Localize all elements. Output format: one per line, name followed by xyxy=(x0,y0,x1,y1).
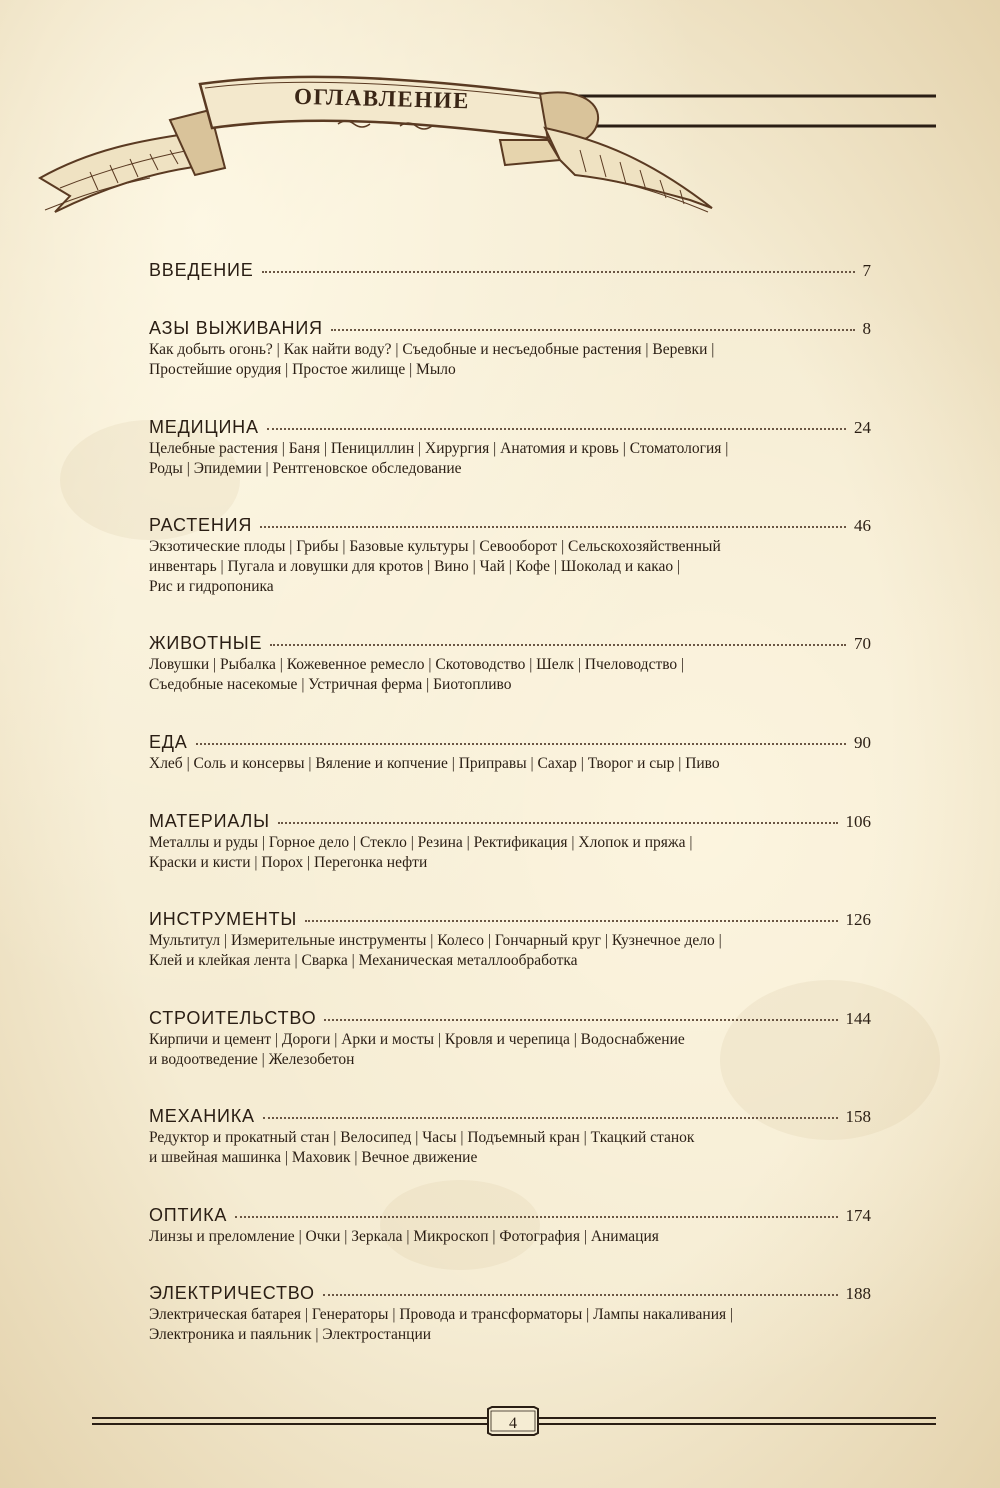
toc-entry[interactable] xyxy=(149,730,871,754)
toc-section-medicine[interactable] xyxy=(149,415,871,479)
section-title[interactable]: АЗЫ ВЫЖИВАНИЯ xyxy=(149,318,323,338)
section-title[interactable]: МЕДИЦИНА xyxy=(149,417,259,437)
dot-leader xyxy=(263,1103,838,1119)
subtopic-line: Линзы и преломление | Очки | Зеркала | Микроскоп | Фотография | Анимация xyxy=(149,1228,659,1245)
subtopics xyxy=(149,833,871,873)
ribbon-right-fold xyxy=(500,140,560,165)
toc-entry[interactable] xyxy=(149,907,871,931)
toc-section-survival[interactable] xyxy=(149,316,871,380)
toc-entry[interactable] xyxy=(149,809,871,833)
subtopic-line: Краски и кисти | Порох | Перегонка нефти xyxy=(149,854,428,871)
subtopic-line: Электроника и паяльник | Электростанции xyxy=(149,1326,432,1343)
toc-entry[interactable] xyxy=(149,415,871,439)
subtopic-line: Клей и клейкая лента | Сварка | Механическая металлообработка xyxy=(149,952,578,969)
ribbon-illustration xyxy=(0,0,1000,240)
toc-entry[interactable] xyxy=(149,258,871,282)
toc-entry[interactable] xyxy=(149,316,871,340)
page-ref: 8 xyxy=(862,319,871,338)
toc-section-animals[interactable] xyxy=(149,631,871,695)
dot-leader xyxy=(196,729,846,745)
toc-section-mechanics[interactable] xyxy=(149,1104,871,1168)
dot-leader xyxy=(235,1202,837,1218)
page-ref: 24 xyxy=(854,418,871,437)
section-title[interactable]: ЭЛЕКТРИЧЕСТВО xyxy=(149,1283,315,1303)
dot-leader xyxy=(331,315,855,331)
section-title[interactable]: ВВЕДЕНИЕ xyxy=(149,260,254,280)
subtopic-line: Экзотические плоды | Грибы | Базовые культуры | Севооборот | Сельскохозяйственный xyxy=(149,538,721,555)
subtopics xyxy=(149,754,871,774)
dot-leader xyxy=(278,808,838,824)
dot-leader xyxy=(270,630,846,646)
subtopics xyxy=(149,1030,871,1070)
dot-leader xyxy=(324,1005,837,1021)
section-title[interactable]: МЕХАНИКА xyxy=(149,1106,255,1126)
section-title[interactable]: ЖИВОТНЫЕ xyxy=(149,633,263,653)
toc-section-plants[interactable] xyxy=(149,513,871,597)
page-number: 4 xyxy=(509,1415,517,1432)
toc-entry[interactable] xyxy=(149,1104,871,1128)
subtopic-line: Кирпичи и цемент | Дороги | Арки и мосты | Кровля и черепица | Водоснабжение xyxy=(149,1031,685,1048)
section-title[interactable]: СТРОИТЕЛЬСТВО xyxy=(149,1008,317,1028)
toc-section-food[interactable] xyxy=(149,730,871,774)
subtopic-line: и швейная машинка | Маховик | Вечное движение xyxy=(149,1149,478,1166)
page-ref: 126 xyxy=(845,910,871,929)
page-ref: 46 xyxy=(854,516,871,535)
subtopic-line: Съедобные насекомые | Устричная ферма | Биотопливо xyxy=(149,676,512,693)
toc-section-materials[interactable] xyxy=(149,809,871,873)
section-title[interactable]: ОПТИКА xyxy=(149,1205,228,1225)
dot-leader xyxy=(323,1280,838,1296)
subtopics xyxy=(149,439,871,479)
section-title[interactable]: ЕДА xyxy=(149,732,188,752)
subtopics xyxy=(149,537,871,597)
ribbon-right-tail xyxy=(545,128,712,208)
page-ref: 174 xyxy=(845,1206,871,1225)
section-title[interactable]: ИНСТРУМЕНТЫ xyxy=(149,909,298,929)
subtopic-line: Мультитул | Измерительные инструменты | Колесо | Гончарный круг | Кузнечное дело | xyxy=(149,932,722,949)
toc-section-introduction[interactable] xyxy=(149,258,871,282)
header-banner xyxy=(0,0,1000,240)
page-title: ОГЛАВЛЕНИЕ xyxy=(293,83,471,114)
toc-entry[interactable] xyxy=(149,631,871,655)
page-ref: 188 xyxy=(845,1284,871,1303)
subtopic-line: инвентарь | Пугала и ловушки для кротов | Вино | Чай | Кофе | Шоколад и какао | xyxy=(149,558,681,575)
page-ref: 144 xyxy=(845,1009,871,1028)
dot-leader xyxy=(260,512,846,528)
section-title[interactable]: РАСТЕНИЯ xyxy=(149,515,253,535)
page-ref: 158 xyxy=(845,1107,871,1126)
subtopics xyxy=(149,1305,871,1345)
subtopic-line: Металлы и руды | Горное дело | Стекло | Резина | Ректификация | Хлопок и пряжа | xyxy=(149,834,693,851)
dot-leader xyxy=(267,414,846,430)
subtopic-line: Целебные растения | Баня | Пенициллин | Хирургия | Анатомия и кровь | Стоматология | xyxy=(149,440,729,457)
subtopics xyxy=(149,1227,871,1247)
subtopics xyxy=(149,1128,871,1168)
subtopic-line: Редуктор и прокатный стан | Велосипед | Часы | Подъемный кран | Ткацкий станок xyxy=(149,1129,695,1146)
page-ref: 7 xyxy=(862,261,871,280)
page-ref: 90 xyxy=(854,733,871,752)
subtopics xyxy=(149,340,871,380)
toc-section-construction[interactable] xyxy=(149,1006,871,1070)
subtopic-line: Роды | Эпидемии | Рентгеновское обследование xyxy=(149,460,462,477)
dot-leader xyxy=(305,906,837,922)
toc-entry[interactable] xyxy=(149,1281,871,1305)
page-ref: 106 xyxy=(845,812,871,831)
toc-entry[interactable] xyxy=(149,513,871,537)
subtopic-line: Рис и гидропоника xyxy=(149,578,274,595)
subtopics xyxy=(149,655,871,695)
subtopic-line: Как добыть огонь? | Как найти воду? | Съедобные и несъедобные растения | Веревки | xyxy=(149,341,715,358)
toc-section-optics[interactable] xyxy=(149,1203,871,1247)
subtopic-line: и водоотведение | Железобетон xyxy=(149,1051,355,1068)
toc-section-tools[interactable] xyxy=(149,907,871,971)
subtopic-line: Хлеб | Соль и консервы | Вяление и копчение | Приправы | Сахар | Творог и сыр | Пиво xyxy=(149,755,720,772)
toc-entry[interactable] xyxy=(149,1006,871,1030)
toc-entry[interactable] xyxy=(149,1203,871,1227)
section-title[interactable]: МАТЕРИАЛЫ xyxy=(149,811,270,831)
page-ref: 70 xyxy=(854,634,871,653)
toc-section-electricity[interactable] xyxy=(149,1281,871,1345)
subtopic-line: Простейшие орудия | Простое жилище | Мыло xyxy=(149,361,456,378)
subtopic-line: Электрическая батарея | Генераторы | Провода и трансформаторы | Лампы накаливания | xyxy=(149,1306,734,1323)
dot-leader xyxy=(262,257,855,273)
subtopics xyxy=(149,931,871,971)
subtopic-line: Ловушки | Рыбалка | Кожевенное ремесло | Скотоводство | Шелк | Пчеловодство | xyxy=(149,656,685,673)
